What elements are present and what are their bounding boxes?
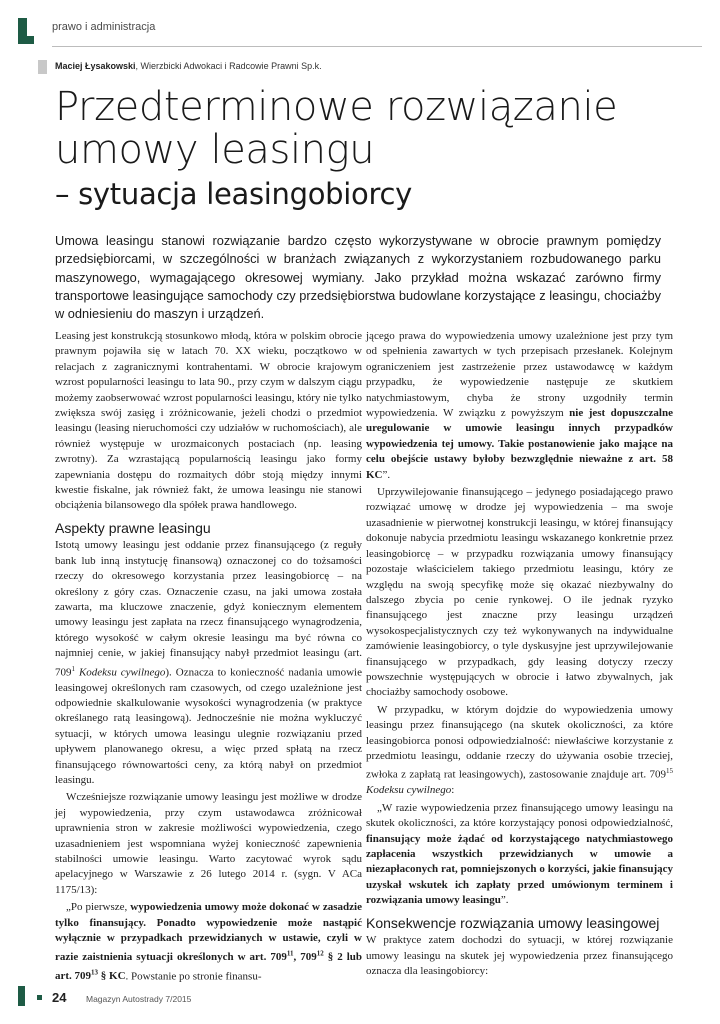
- magazine-name: Magazyn Autostrady 7/2015: [86, 994, 192, 1004]
- paragraph: W praktyce zatem dochodzi do sytuacji, w której rozwiązanie umowy leasingu na skutek jej wypowiedzenia przez finansującego oznacza dla leasingobiorcy:: [366, 934, 673, 977]
- footer-accent-mark: [18, 986, 25, 1006]
- corner-accent-mark-small: [27, 36, 34, 44]
- column-left: [55, 329, 362, 987]
- article-subtitle: – sytuacja leasingobiorcy: [55, 177, 412, 211]
- author-affiliation: , Wierzbicki Adwokaci i Radcowie Prawni Sp.k.: [135, 61, 322, 71]
- heading-consequences: Konsekwencje rozwiązania umowy leasingowej: [366, 914, 660, 931]
- column-right: [366, 329, 673, 981]
- header-divider: [52, 46, 702, 47]
- page-number: 24: [52, 990, 67, 1005]
- statute-quote: „W razie wypowiedzenia przez finansującego umowy leasingu na skutek okoliczności, za które korzystający ponosi odpowiedzialność, finansujący może żądać od korzystającego natychmiastowego zapłacenia wszystkich przewidzianych w umowie a niezapłaconych rat, pomniejszonych o korzyści, jakie finansujący uzyskał wskutek ich zapłaty przed umówionym terminem i rozwiązania umowy leasingu”.: [366, 801, 673, 907]
- heading-legal-aspects: Aspekty prawne leasingu: [55, 519, 211, 536]
- footer-accent-dot: [37, 995, 42, 1000]
- paragraph: W przypadku, w którym dojdzie do wypowiedzenia umowy leasingu przez finansującego (na skutek okoliczności, za które leasingobiorca ponosi odpowiedzialność: niewłaściwe korzystanie z przedmiotu leasingu, oddanie rzeczy do używania osobie trzeciej, zwłoka z zapłatą rat leasingowych), zastosowanie znajduje art. $709^{15}$ Kodeksu cywilnego:: [366, 703, 673, 797]
- author-name: Maciej Łysakowski: [55, 61, 136, 71]
- paragraph: Uprzywilejowanie finansującego – jedynego posiadającego prawo rozwiązać umowę w drodze jej wypowiedzenia – ma swoje uzasadnienie w pierwotnej konstrukcji leasingu, w której finansujący dokonuje nabycia przedmiotu leasingu wskazanego konkretnie przez leasingobiorcę – w przypadku rozwiązania umowy finansujący pozostaje właścicielem takiego przedmiotu leasingu, który ze względu na swoją specyfikę może się okazać niezbywalny do dalszego zbycia po cenie rynkowej. O ile jednak ryzyko finansującego jest znaczne przy leasingu urządzeń wysokospecjalistycznych czy też wykonywanych na indywidualne zamówienie leasingobiorcy, o tyle dyskusyjne jest uprzywilejowanie finansującego w przypadkach, gdy leasing dotyczy rzeczy powszechnie występujących w obrocie i łatwo zbywalnych, jak chociażby samochody osobowe.: [366, 486, 673, 699]
- paragraph: Leasing jest konstrukcją stosunkowo młodą, która w polskim obrocie prawnym pojawiła się w latach 70. XX wieku, początkowo w relacjach z zagranicznymi kontrahentami. W obrocie krajowym wzrost popularności leasingu to lata 90., przy czym w dalszym ciągu możemy zaobserwować wzrost popularności leasingu, który nie tylko zwiększa swój zasięg i zróżnicowanie, jeżeli chodzi o przedmiot leasingu (leasing nieruchomości czy udziałów w ruchomościach), ale również występuje w urozmaiconych postaciach (np. leasing zwrotny). Za wzrastającą popularnością leasingu jako formy zapewniania dostępu do rozmaitych dóbr stoją między innymi kwestie fiskalne, jak również fakt, że umowa leasingu nie stanowi obciążenia bilansowego dla spółek prawa handlowego.: [55, 330, 362, 512]
- paragraph: jącego prawa do wypowiedzenia umowy uzależnione jest przy tym od spełnienia zawartych w tych przepisach przesłanek. Kolejnym ograniczeniem jest zastrzeżenie przez ustawodawcę w każdym przypadku, że wypowiedzenie następuje ze skutkiem natychmiastowym, chyba że strony uzgodniły termin wypowiedzenia. W związku z powyższym nie jest dopuszczalne uregulowanie w umowie leasingu innych przypadków wypowiedzenia tej umowy. Takie postanowienie jako mające na celu obejście ustawy byłoby bezwzględnie nieważne z art. 58 KC”.: [366, 330, 673, 481]
- author-line: [55, 61, 322, 71]
- author-marker: [38, 60, 47, 74]
- article-title: Przedterminowe rozwiązanie umowy leasingu: [55, 84, 618, 173]
- section-tag: prawo i administracja: [52, 21, 156, 33]
- court-quote: „Po pierwsze, wypowiedzenia umowy może dokonać w zasadzie tylko finansujący. Ponadto wypowiedzenie może nastąpić wyłącznie w przypadkach przewidzianych w ustawie, czyli w razie zaistnienia sytuacji określonych w art. $709^{11}$, $709^{12}$ § 2 lub art. $709^{13}$ § KC. Powstanie po stronie finansu-: [55, 901, 363, 983]
- paragraph: Istotą umowy leasingu jest oddanie przez finansującego (z reguły bank lub inną instytucję finansową) oznaczonej co do tożsamości rzeczy do okresowego korzystania przez leasingobiorcę – na określony z góry czas. Oznaczenie czasu, na jaki umowa została zawarta, ma kluczowe znaczenie, gdyż koniecznym elementem umowy leasingu jest zapłata na rzecz finansującego wynagrodzenia, którego wysokość w całym okresie leasingu ma być równa co najmniej cenie, w jakiej finansujący nabył przedmiot leasingu (art. $709^1$ Kodeksu cywilnego). Oznacza to konieczność nadania umowie leasingowej określonych ram czasowych, od czego uzależnione jest odpowiednie skalkulowanie wysokości wynagrodzenia (w praktyce określanego ratą leasingową). Jednocześnie nie można wykluczyć sytuacji, w których umowa leasingu ulegnie rozwiązaniu przed upływem planowanego okresu, a więc przed spłatą na rzecz finansującego równowartości ceny, za którą nabył on przedmiot leasingu.: [55, 539, 362, 787]
- article-lead: Umowa leasingu stanowi rozwiązanie bardzo często wykorzystywane w obrocie prawnym pomiędzy przedsiębiorcami, w szczególności w branżach związanych z wykorzystaniem rozbudowanego parku maszynowego, wymagającego okresowej wymiany. Jako przykład można wskazać zarówno firmy transportowe leasingujące samochody czy przedsiębiorstwa budowlane korzystające z leasingu, chociażby w odniesieniu do maszyn i urządzeń.: [55, 233, 661, 322]
- paragraph: Wcześniejsze rozwiązanie umowy leasingu jest możliwe w drodze jej wypowiedzenia, przy czym ustawodawca zróżnicował uprawnienia stron w zakresie możliwości wypowiedzenia, czego uzasadnieniem jest wspomniana wyżej konieczność zapewnienia stabilności umowie leasingu. Warto zacytować wyrok sądu apelacyjnego w Warszawie z 26 lutego 2014 r. (sygn. V ACa 1175/13):: [55, 791, 362, 896]
- corner-accent-mark: [18, 18, 27, 44]
